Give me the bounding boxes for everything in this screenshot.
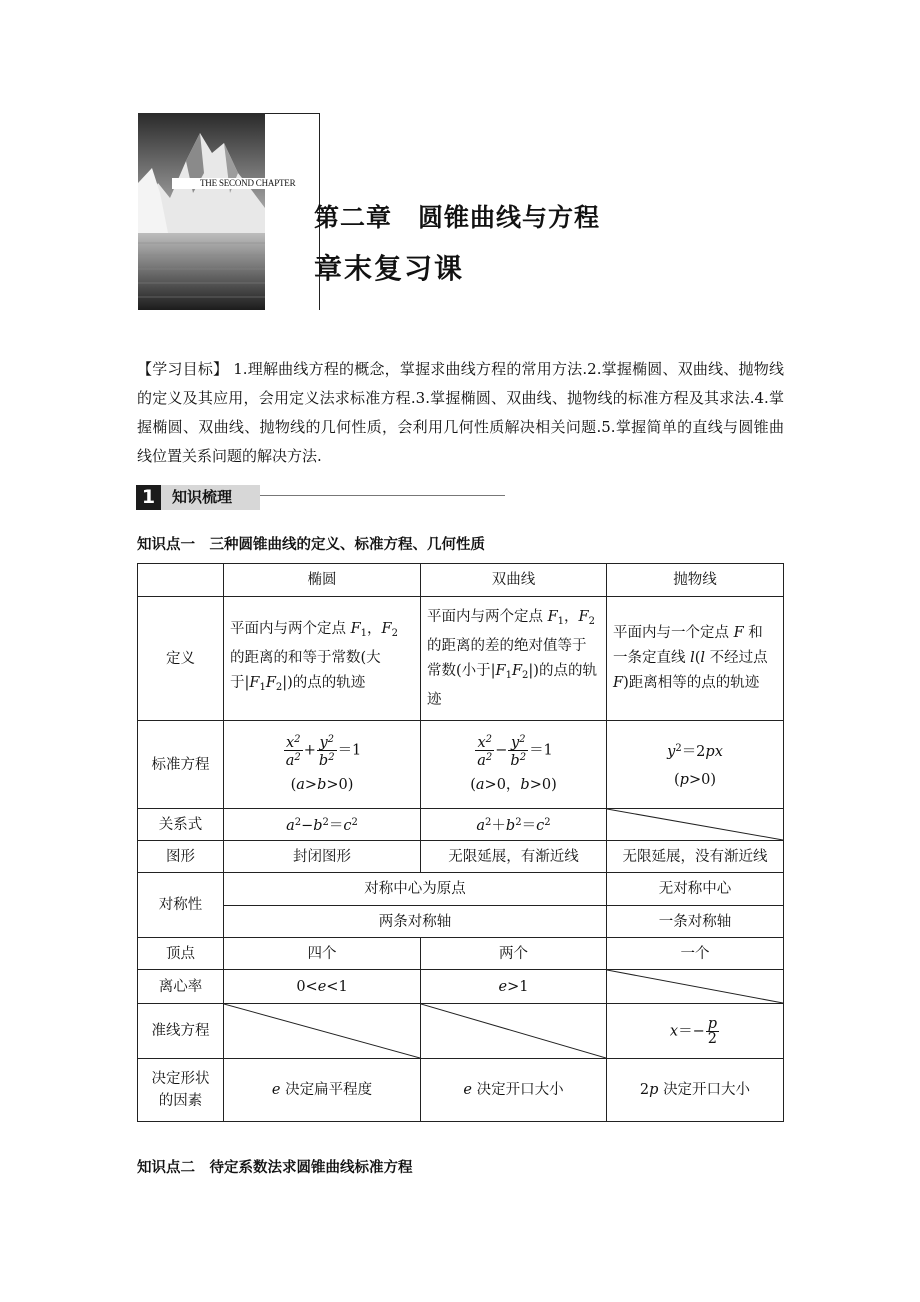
hyperbola-equation: $\frac{x^2}{a^2}$ − $\frac{y^2}{b^2}$ ＝1 (a>0，b>0) [421, 721, 607, 809]
hyperbola-factor: e 决定开口大小 [421, 1059, 607, 1122]
row-label-shape: 图形 [138, 841, 224, 873]
parabola-relation-empty [607, 809, 784, 841]
table-row-relation [138, 809, 784, 841]
chapter-subtitle: 章末复习课 [314, 252, 465, 285]
ellipse-directrix-empty [224, 1004, 421, 1059]
knowledge-point-2: 知识点二 待定系数法求圆锥曲线标准方程 [137, 1160, 413, 1176]
goals-text: 1.理解曲线方程的概念，掌握求曲线方程的常用方法.2.掌握椭圆、双曲线、抛物线的定义及其应用，会用定义法求标准方程.3.掌握椭圆、双曲线、抛物线的标准方程及其求法.4.掌握椭圆、双曲线、抛物线的几何性质，会利用几何性质解决相关问题.5.掌握简单的直线与圆锥曲线位置关系问题的解决方法. [137, 360, 784, 465]
row-label-vertex: 顶点 [138, 938, 224, 970]
row-label-relation: 关系式 [138, 809, 224, 841]
section-number: 1 [136, 485, 161, 510]
symmetry-axis-ellipse-hyperbola: 两条对称轴 [224, 906, 607, 938]
hyperbola-directrix-empty [421, 1004, 607, 1059]
section-rule [260, 495, 505, 496]
parabola-vertex: 一个 [607, 938, 784, 970]
hyperbola-relation: $a^2+b^2=c^2$ [421, 809, 607, 841]
conic-properties-table [137, 563, 784, 1122]
ellipse-relation: $a^2-b^2=c^2$ [224, 809, 421, 841]
table-row-standard-equation [138, 721, 784, 809]
table-row-vertex [138, 938, 784, 970]
knowledge-point-1: 知识点一 三种圆锥曲线的定义、标准方程、几何性质 [137, 537, 485, 553]
table-header-row [138, 564, 784, 597]
hyperbola-vertex: 两个 [421, 938, 607, 970]
table-row-factor [138, 1059, 784, 1122]
table-corner [138, 564, 224, 597]
table-row-shape [138, 841, 784, 873]
row-label-factor: 决定形状的因素 [138, 1059, 224, 1122]
ellipse-vertex: 四个 [224, 938, 421, 970]
parabola-factor: 2p 决定开口大小 [607, 1059, 784, 1122]
banner-top-rule [265, 113, 319, 114]
chapter-cover-image [138, 113, 265, 310]
header-ellipse: 椭圆 [224, 564, 421, 597]
chapter-label: THE SECOND CHAPTER [172, 178, 304, 189]
section-title: 知识梳理 [172, 488, 233, 506]
ellipse-definition: 平面内与两个定点 $F_1$，$F_2$ 的距离的和等于常数(大于$|F_1F_2|$)的点的轨迹 [224, 597, 421, 721]
hyperbola-definition: 平面内与两个定点 $F_1$，$F_2$ 的距离的差的绝对值等于常数(小于$|F_1F_2|$)的点的轨迹 [421, 597, 607, 721]
row-label-symmetry: 对称性 [138, 873, 224, 938]
table-row-directrix [138, 1004, 784, 1059]
row-label-definition: 定义 [138, 597, 224, 721]
row-label-eccentricity: 离心率 [138, 970, 224, 1004]
row-label-standard-eq: 标准方程 [138, 721, 224, 809]
symmetry-axis-parabola: 一条对称轴 [607, 906, 784, 938]
parabola-equation: $y^2=2px$ (p>0) [607, 721, 784, 809]
symmetry-center-ellipse-hyperbola: 对称中心为原点 [224, 873, 607, 906]
ellipse-factor: e 决定扁平程度 [224, 1059, 421, 1122]
parabola-directrix: x＝− $\frac{p}{2}$ [607, 1004, 784, 1059]
parabola-shape: 无限延展，没有渐近线 [607, 841, 784, 873]
ellipse-shape: 封闭图形 [224, 841, 421, 873]
chapter-title: 第二章 圆锥曲线与方程 [314, 203, 601, 232]
ellipse-equation: $\frac{x^2}{a^2}$ + $\frac{y^2}{b^2}$ ＝1 (a>b>0) [224, 721, 421, 809]
parabola-definition: 平面内与一个定点 F 和一条定直线 l(l 不经过点 F)距离相等的点的轨迹 [607, 597, 784, 721]
ellipse-eccentricity: 0<e<1 [224, 970, 421, 1004]
learning-goals [137, 355, 784, 471]
symmetry-center-parabola: 无对称中心 [607, 873, 784, 906]
table-row-definition [138, 597, 784, 721]
table-row-symmetry-axis [138, 906, 784, 938]
parabola-eccentricity-empty [607, 970, 784, 1004]
header-parabola: 抛物线 [607, 564, 784, 597]
table-row-eccentricity [138, 970, 784, 1004]
row-label-directrix: 准线方程 [138, 1004, 224, 1059]
table-row-symmetry-center [138, 873, 784, 906]
header-hyperbola: 双曲线 [421, 564, 607, 597]
goals-lead: 【学习目标】 [137, 360, 229, 378]
hyperbola-shape: 无限延展，有渐近线 [421, 841, 607, 873]
hyperbola-eccentricity: e>1 [421, 970, 607, 1004]
